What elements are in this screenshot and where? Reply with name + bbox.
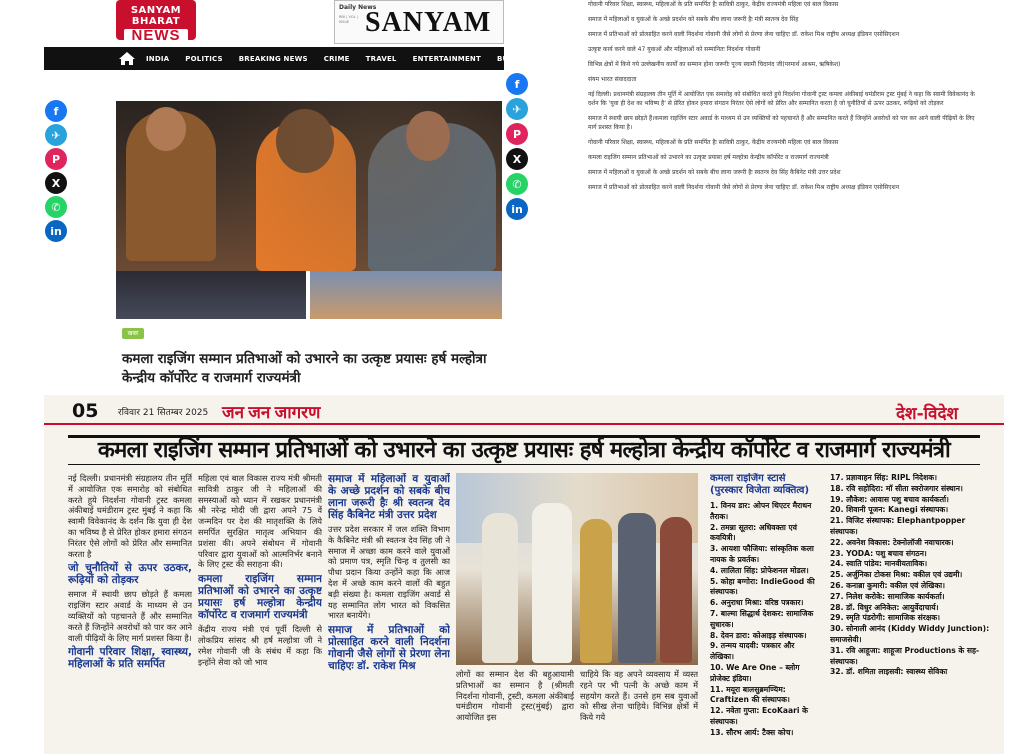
nav-item-crime[interactable]: CRIME bbox=[323, 54, 350, 63]
linkedin-share-icon-right[interactable]: in bbox=[506, 198, 528, 220]
winner-entry: 19. लौकेश: आवास पशु बचाव कार्यकर्ता। bbox=[830, 494, 949, 504]
pinterest-share-icon-right[interactable]: P bbox=[506, 123, 528, 145]
paper-meta: RNI | VOL | ISSUE bbox=[339, 15, 358, 24]
column-text: समाज में स्थायी छाप छोड़ते हैं कमला राइजिंग स्टार अवार्ड के माध्यम से उन व्यक्तियों को पहचानते हैं और सम्मानित करते हैं जिन्होंने अवरोधों को पार कर आने वाली पीढ़ियों के लिए मार्ग प्रशस्त किया है। bbox=[68, 589, 192, 643]
category-badge[interactable]: खबर bbox=[122, 328, 144, 339]
facebook-share-icon-right[interactable]: f bbox=[506, 73, 528, 95]
winner-entry: 30. सोनाली आनंद (Kiddy Widdy Junction): समाजसेवी। bbox=[830, 624, 990, 644]
web-article-clipping bbox=[44, 0, 538, 395]
nav-item-politics[interactable]: POLITICS bbox=[185, 54, 223, 63]
article-paragraph: समाज में प्रतिभाओं को प्रोत्साहित करने वाली निदर्शना गोवानी जैसे लोगों से प्रेरणा लेना चाहिएः डॉ. राकेश मिश्र राष्ट्रीय अध्यक्ष इंडियन एसोसिएशन bbox=[588, 31, 900, 38]
telegram-share-icon-right[interactable]: ✈ bbox=[506, 98, 528, 120]
article-paragraph: संयम भारत संवाददाता bbox=[588, 76, 637, 83]
winner-entry: 21. विजिट संस्थापक: Elephantpopper संस्थापक। bbox=[830, 516, 966, 536]
nav-item-breaking-news[interactable]: BREAKING NEWS bbox=[238, 54, 308, 63]
article-paragraph: समाज में महिलाओं व युवाओं के अच्छे प्रदर्शन को सबके बीच लाना जरूरी हैः मंत्री स्वतन्त्र देव सिंह bbox=[588, 16, 799, 23]
article-paragraph: कमला राइजिंग सम्मान प्रतिभाओं को उभारने का उत्कृष्ट प्रयासः हर्ष मल्होत्रा केन्द्रीय कॉर्पोरेट व राजमार्ग राज्यमंत्री bbox=[588, 154, 829, 161]
thumbnail-1[interactable] bbox=[116, 271, 306, 319]
telegram-share-icon[interactable]: ✈ bbox=[45, 124, 67, 146]
photo-person bbox=[482, 513, 518, 663]
column-subheading: कमला राइजिंग सम्मान प्रतिभाओं को उभारने का उत्कृष्ट प्रयासः हर्ष मल्होत्रा केन्द्रीय कॉर्पोरेट व राजमार्ग राज्यमंत्री bbox=[198, 573, 322, 622]
article-title: कमला राइजिंग सम्मान प्रतिभाओं को उभारने का उत्कृष्ट प्रयासः हर्ष मल्होत्रा केन्द्रीय कॉर्पोरेट व राजमार्ग राज्यमंत्री bbox=[122, 351, 487, 386]
photo-person bbox=[618, 513, 656, 663]
article-paragraph: समाज में महिलाओं व युवाओं के अच्छे प्रदर्शन को सबके बीच लाना जरूरी हैः स्वतन्त्र देव सिंह कैबिनेट मंत्री उत्तर प्रदेश bbox=[588, 169, 841, 176]
whatsapp-share-icon[interactable]: ✆ bbox=[45, 196, 67, 218]
newspaper-date: रविवार 21 सितम्बर 2025 bbox=[118, 408, 209, 418]
x-share-icon[interactable]: X bbox=[45, 172, 67, 194]
winner-entry: 18. रवि सहोदिरा: मॉ सीता स्वरोजगार संस्थान। bbox=[830, 483, 963, 493]
winner-entry: 31. रवि आहूजा: शाहूजा Productions के सह-संस्थापक। bbox=[830, 645, 980, 666]
newspaper-headline: कमला राइजिंग सम्मान प्रतिभाओं को उभारने का उत्कृष्ट प्रयासः हर्ष मल्होत्रा केन्द्रीय कॉर्पोरेट व राजमार्ग राज्यमंत्री bbox=[68, 435, 980, 465]
winner-entry: 3. आयशा फौजिया: सांस्कृतिक कला नायक के प्रवर्तक। bbox=[710, 544, 814, 564]
sanyam-bharat-logo[interactable] bbox=[116, 0, 196, 44]
winner-entry: 7. बाल्मा सिद्धार्थ देशकर: सामाजिक सुधारक। bbox=[710, 608, 814, 629]
winner-entry: 12. नवेता गुप्ता: EcoKaari के संस्थापक। bbox=[710, 706, 808, 726]
winner-entry: 8. देवन डारा: कोआइड़ संस्थापक। bbox=[710, 630, 807, 640]
winners-list-2 bbox=[830, 473, 990, 754]
linkedin-share-icon[interactable]: in bbox=[45, 220, 67, 242]
paper-name: SANYAM bbox=[365, 7, 492, 38]
winner-entry: 2. तमन्ना सूतरा: अधिवक्ता एवं कवयित्री। bbox=[710, 522, 797, 543]
article-main-photo bbox=[116, 101, 502, 271]
winner-entry: 11. मयूरा बालसुब्रमण्यिम: Craftizen की संस्थापक। bbox=[710, 684, 790, 705]
news-column-2 bbox=[198, 473, 322, 754]
newspaper-masthead-thumb bbox=[334, 0, 504, 44]
paper-daily-label: Daily News bbox=[339, 4, 377, 11]
winner-entry: 1. विनय डार: ओपन थिएटर मैराथन तैराक। bbox=[710, 501, 812, 521]
winner-entry: 25. अर्जुनिका टोकस मिश्रा: वकील एवं उद्यमी। bbox=[830, 570, 963, 580]
winner-entry: 10. We Are One – ब्लोग प्रोजेक्ट इंडिया। bbox=[710, 662, 800, 683]
article-paragraph: गोवानी परिवार शिक्षा, स्वास्थ्य, महिलाओं के प्रति समर्पित हैः सावित्री ठाकुर, केंद्रीय राज्यमंत्री महिला एवं बाल विकास bbox=[588, 1, 839, 8]
nav-item-india[interactable]: INDIA bbox=[146, 54, 170, 63]
winner-entry: 29. स्मृति पंडरोगी: सामाजिक संरक्षक। bbox=[830, 613, 940, 623]
column-subheading: जो चुनौतियों से ऊपर उठकर, रूढ़ियों को तोड़कर bbox=[68, 562, 192, 587]
winner-entry: 6. अनुराधा मिश्रा: वरिष्ठ पत्रकार। bbox=[710, 598, 804, 608]
column-subheading: समाज में महिलाओं व युवाओं के अच्छे प्रदर्शन को सबके बीच लाना जरूरी हैः श्री स्वतन्त्र देव सिंह कैबिनेट मंत्री उत्तर प्रदेश bbox=[328, 473, 450, 521]
article-paragraph: विभिन्न क्षेत्रों में किये गये उल्लेखनीय कार्यों का सम्मान होना जरूरीः पूज्य स्वामी चिदानंद जी(परमार्थ आश्रम, ऋषिकेश) bbox=[588, 61, 841, 68]
winners-title: कमला राइजिंग स्टार्स (पुरस्कार विजेता व्यक्तित्व) bbox=[710, 473, 810, 496]
article-paragraph: समाज में प्रतिभाओं को प्रोत्साहित करने वाली निदर्शना गोवानी जैसे लोगों से प्रेरणा लेना चाहिएः डॉ. राकेश मिश्र राष्ट्रीय अध्यक्ष इंडियन एसोसिएशन bbox=[588, 184, 900, 191]
winners-list bbox=[710, 473, 820, 754]
news-column-1 bbox=[68, 473, 192, 754]
page-number: 05 bbox=[72, 400, 99, 422]
logo-top-text: SANYAM BHARAT bbox=[130, 5, 182, 27]
photo-person bbox=[532, 503, 572, 663]
article-paragraph: समाज में स्थायी छाप छोड़ते हैं।कमला राइजिंग स्टार अवार्ड के माध्यम से उन व्यक्तियों को पहचानते हैं और सम्मानित करते हैं जिन्होंने अवरोधों को पार कर आने वाली पीढ़ियों के लिए मार्ग प्रशस्त किया है। bbox=[588, 115, 975, 131]
column-subheading: गोवानी परिवार शिक्षा, स्वास्थ्य, महिलाओं के प्रति समर्पित bbox=[68, 646, 192, 671]
main-navigation bbox=[44, 47, 538, 70]
winner-entry: 13. सौरभ आर्य: टैक्स कोच। bbox=[710, 727, 794, 737]
winner-entry: 9. तन्मय यादवी: पत्रकार और लेखिका। bbox=[710, 641, 795, 662]
x-share-icon-right[interactable]: X bbox=[506, 148, 528, 170]
winner-entry: 32. डॉ. शमिता लाइसवी: स्वास्थ्य सेविका bbox=[830, 667, 948, 677]
photo-shade bbox=[116, 101, 502, 271]
winner-entry: 27. निलेश करोके: सामाजिक कार्यकर्ता। bbox=[830, 591, 945, 601]
photo-person bbox=[580, 519, 612, 663]
article-paragraph: नई दिल्ली। प्रधानमंत्री संग्रहालय तीन मूर्ति में आयोजित एक समारोह को संबोधित करते हुये निदर्शना गोवानी ट्रस्ट कमला अंकीबाई घमंडीराम ट्रस्ट मुंबई ने कहा कि स्वामी विवेकानंद के दर्शन कि 'युवा ही देश का भविष्य है' से प्रेरित होकर हमारा संगठन निरंतर ऐसे लोगों को प्रेरित और सम्मानित करता है जो चुनौतियों से ऊपर उठकर, रूढ़ियों को तोड़कर bbox=[588, 91, 975, 107]
home-icon[interactable] bbox=[116, 47, 138, 70]
thumbnail-2[interactable] bbox=[310, 271, 502, 319]
article-paragraph: गोवानी परिवार शिक्षा, स्वास्थ्य, महिलाओं के प्रति समर्पित हैः सावित्री ठाकुर, केंद्रीय राज्यमंत्री महिला एवं बाल विकास bbox=[588, 139, 839, 146]
newspaper-brand: जन जन जागरण bbox=[222, 403, 321, 422]
article-paragraph: उत्कृष्ट कार्य करने वाले 47 युवाओं और महिलाओं को सम्मानितः निदर्शना गोवानी bbox=[588, 46, 761, 53]
winner-entry: 4. लालिता सिंह: प्रोफेशनल मोडल। bbox=[710, 565, 809, 575]
column-text: महिला एवं बाल विकास राज्य मंत्री श्रीमती सावित्री ठाकुर जी ने महिलाओं की समस्याओं को ध्यान में रखकर प्रधानमंत्री श्री नरेन्द्र मोदी जी द्वारा अपने 75 वें जन्मदिन पर देश की मातृशक्ति के लिये समर्पित सुरक्षित मातृत्व अभियान की प्रशंसा की। अपने संबोधन में गोवानी परिवार द्वारा युवाओं को आत्मनिर्भर बनाने के लिए ट्रस्ट की सराहना की। bbox=[198, 473, 322, 570]
winner-entry: 28. डॉ. विधुर अनिकेत: आयुर्वेदाचार्य। bbox=[830, 602, 939, 612]
winner-entry: 17. प्रज्ञावाहन सिंह: RIPL निदेशक। bbox=[830, 473, 937, 482]
newspaper-clipping bbox=[44, 395, 1004, 754]
column-text: केंद्रीय राज्य मंत्री एवं पूर्वी दिल्ली से लोकप्रिय सांसद श्री हर्ष मल्होत्रा जी ने रमेश गोवानी जी के संबंध में कहा कि इन्होंने सेवा को जो भाव bbox=[198, 624, 322, 667]
winner-entry: 23. YODA: पशु बचाव संगठन। bbox=[830, 548, 927, 558]
winner-entry: 26. कनाब्रा कुमारी: वकील एवं लेखिका। bbox=[830, 580, 946, 590]
photo-caption-right: चाहिये कि वह अपने व्यवसाय में व्यस्त रहने पर भी पत्नी के अच्छे काम में सहयोग करते हैं। उनसे हम सब युवाओं को सीख लेना चाहिये। विभिन्न क्षेत्रों में किये गये bbox=[580, 669, 698, 723]
article-body-text bbox=[588, 0, 984, 395]
winner-entry: 20. शिवानी पूजन: Kanegi संस्थापक। bbox=[830, 505, 949, 515]
column-text: उत्तर प्रदेश सरकार में जल शक्ति विभाग के कैबिनेट मंत्री श्री स्वतन्त्र देव सिंह जी ने समाज में अच्छा काम करने वाले युवाओं को प्रमाण पत्र, स्मृति चिन्ह व तुलसी का पौधा प्रदान किया उन्होंने कहा कि आज देश में अच्छे काम करने वालों की बहुत बड़ी संख्या है। कमला राइजिंग अवार्ड से यह सम्मानित लोग भारत को विकसित भारत बनायेंगे। bbox=[328, 524, 450, 621]
winner-entry: 24. स्वाति पांडेय: मानवीयताविक। bbox=[830, 559, 928, 569]
column-subheading: समाज में प्रतिभाओं को प्रोत्साहित करने वाली निदर्शना गोवानी जैसे लोगों से प्रेरणा लेना चाहिएः डॉ. राकेश मिश्र bbox=[328, 624, 450, 673]
newspaper-event-photo bbox=[456, 473, 698, 665]
news-column-3 bbox=[328, 473, 450, 754]
column-text: नई दिल्ली। प्रधानमंत्री संग्रहालय तीन मूर्ति में आयोजित एक समारोह को संबोधित करते हुये निदर्शना गोवानी ट्रस्ट कमला अंकीबाई घमंडीराम ट्रस्ट मुंबई ने कहा कि स्वामी विवेकानंद के दर्शन कि युवा ही देश का भविष्य है से प्रेरित होकर हमारा संगठन निरंतर ऐसे लोगों को प्रेरित और सम्मानित करता है bbox=[68, 473, 192, 559]
photo-thumbnails bbox=[116, 271, 502, 319]
winner-entry: 22. अवनेश विकास: टेक्नोलॉजी नवाचारक। bbox=[830, 537, 954, 547]
photo-person bbox=[660, 517, 692, 663]
photo-caption-left: लोगों का सम्मान देश की बहुआयामी प्रतिभाओं का सम्मान है (श्रीमती निदर्शना गोवानी, ट्रस्टी, कमला अंकीबाई घमंडीराम गोवानी ट्रस्ट(मुंबई) द्वारा आयोजित इस bbox=[456, 669, 574, 723]
nav-items bbox=[146, 47, 538, 70]
nav-item-travel[interactable]: TRAVEL bbox=[365, 54, 397, 63]
nav-item-business[interactable]: BUSINESS bbox=[496, 54, 538, 63]
whatsapp-share-icon-right[interactable]: ✆ bbox=[506, 173, 528, 195]
logo-bottom-text: NEWS bbox=[124, 29, 188, 43]
winner-entry: 5. कोहा बग्गोरा: IndieGood की संस्थापक। bbox=[710, 576, 815, 597]
facebook-share-icon[interactable]: f bbox=[45, 100, 67, 122]
pinterest-share-icon[interactable]: P bbox=[45, 148, 67, 170]
newspaper-section: देश-विदेश bbox=[896, 404, 959, 424]
newspaper-header bbox=[44, 395, 1004, 425]
nav-item-entertainment[interactable]: ENTERTAINMENT bbox=[412, 54, 481, 63]
